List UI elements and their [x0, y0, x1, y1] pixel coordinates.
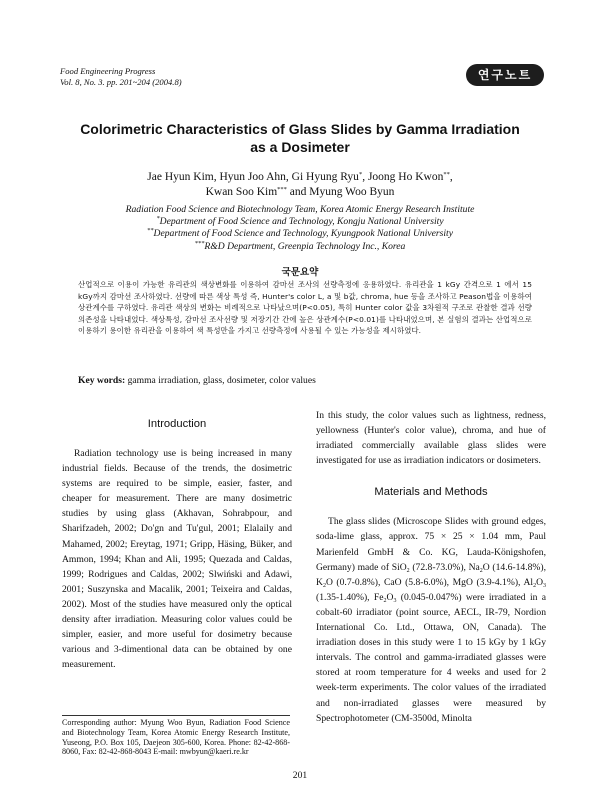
keywords-label: Key words:	[78, 375, 126, 386]
methods-text: (1.35-1.40%), Fe	[316, 591, 384, 603]
methods-text: O	[536, 576, 543, 588]
paper-title: Colorimetric Characteristics of Glass Slides by Gamma Irradiation as a Dosimeter	[80, 121, 520, 155]
author-text: Jae Hyun Kim, Hyun Joo Ahn, Gi Hyung Ryu	[147, 171, 359, 183]
journal-name: Food Engineering Progress	[60, 66, 156, 76]
methods-text: (72.8-73.0%), Na	[409, 561, 480, 573]
author-mark: ***	[277, 186, 287, 193]
author-text: ,	[449, 171, 453, 183]
introduction-paragraph: Radiation technology use is being increased in many industrial fields. Because of the trends, the dosimetric systems are required to be simple, easier, faster, and cheaper for measurement. There are many dosimetric studies by using glass (Akhavan, Sohrabpour, and Sharifzadeh, 2002; Do'gn and Tu'gul, 2001; Elalaily and Mahamed, 2002; Ereytag, 1971; Gripp, Häsing, Büker, and Ammon, 1994; Khan and Ali, 1995; Quezada and Caldas, 1999; Rodrigues and Caldas, 2002; Slwiński and Adawi, 2001; Suszynska and Macalik, 2001; Teixeira and Caldas, 2002). Most of the studies have measured only the optical density after irradiation. Measuring color values could be simpler, easier, and more useful for dosimetry because various and 3-dimentional data can be obtained by one measurement.	[62, 448, 292, 671]
korean-abstract: 산업적으로 이용이 가능한 유리관의 색상변화를 이용하여 감마선 조사의 선량측정에 응용하였다. 유리관을 1 kGy 간격으로 1 에서 15 kGy까지 감마선 조사하였다. 선량에 따른 색상 특성 즉, Hunter's color L, a 및 b값, chroma, hue 등을 조사하고 Peason법을 이용하여 상관계수를 구하였다. 유리관 색상의 변화는 비례적으로 나타났으며(P<0.05), 특히 Hunter color 값을 3차원적 구조로 관찰한 결과 선량의존성을 나타내었다. 색상특성, 감마선 조사선량 및 저장기간 간에 높은 상관계수(P<0.01)를 나타내었으며, 본 실험의 결과는 산업적으로 이용하기 용이한 유리관을 이용하여 색 특성만을 가지고 선량측정에 사용될 수 있는 가능성을 제시하였다.	[78, 280, 532, 336]
subscript: 2	[479, 567, 483, 574]
methods-text: O (14.6-14.8%), K	[316, 561, 546, 588]
affiliation-mark: *	[156, 215, 160, 223]
affiliation-mark: ***	[194, 239, 205, 247]
author-text: Kwan Soo Kim	[205, 186, 278, 198]
affiliation-mark: **	[147, 227, 154, 235]
affiliation-line	[80, 241, 520, 253]
methods-heading: Materials and Methods	[374, 486, 488, 499]
journal-header	[60, 66, 182, 88]
affiliation-line	[80, 216, 520, 228]
subscript: 2	[406, 567, 410, 574]
page-number: 201	[292, 770, 308, 781]
affiliation-text: Department of Food Science and Technology, Kongju National University	[159, 216, 444, 228]
journal-volume: Vol. 8, No. 3. pp. 201~204 (2004.8)	[60, 77, 182, 87]
subscript: 3	[543, 582, 546, 589]
correspondence-note: Corresponding author: Myung Woo Byun, Radiation Food Science and Biotechnology Team, Korea Atomic Energy Research Institute, Yuseong, P.O. Box 105, Daejeon 305-600, Korea. Phone: 82-42-868-8060, Fax: 82-42-868-8043 E-mail: mwbyun@kaeri.re.kr	[62, 718, 290, 757]
methods-paragraph	[316, 514, 546, 725]
author-mark: **	[443, 171, 450, 178]
footnote-divider	[62, 715, 290, 716]
author-mark: *	[358, 171, 363, 178]
right-column	[316, 412, 546, 726]
korean-abstract-heading: 국문요약	[281, 267, 319, 278]
keywords	[78, 375, 532, 386]
author-list	[90, 170, 510, 200]
affiliation-list	[80, 204, 520, 253]
methods-text: (0.045-0.047%) were irradiated in a cobalt-60 irradiator (point source, AECL, IR-79, Nordion International Co. Ltd., Ottawa, ON, Canada). The irradiation doses in this study were 1 to 15 kGy by 1 kGy intervals. The control and gamma-irradiated glasses were stored at room temperature for 4 weeks and used for 2 week-term experiments. The color values of the irradiated and non-irradiated glasses were measured by Spectrophotometer (CM-3500d, Minolta	[316, 591, 547, 724]
introduction-paragraph: In this study, the color values such as lightness, redness, yellowness (Hunter's color value), chroma, and hue of irradiated commercially available glass slides were investigated for use as irradiation indicators or dosimeters.	[316, 410, 546, 467]
research-note-badge: 연구노트	[466, 64, 544, 86]
subscript: 2	[533, 582, 537, 589]
affiliation-text: R&D Department, Greenpia Technology Inc., Korea	[204, 240, 406, 252]
subscript: 3	[393, 597, 397, 604]
keywords-text: gamma irradiation, glass, dosimeter, color values	[125, 375, 316, 386]
affiliation-line	[80, 204, 520, 216]
subscript: 2	[322, 582, 326, 589]
affiliation-text: Radiation Food Science and Biotechnology Team, Korea Atomic Energy Research Institute	[125, 204, 475, 215]
left-column	[62, 412, 292, 672]
methods-text: O	[386, 591, 394, 603]
methods-text: The glass slides (Microscope Slides with ground edges, soda-lime glass, approx. 75 × 25 × 1.04 mm, Paul Marienfeld GmbH & Co. KG, Lauda-Königshofen, Germany) made of SiO	[316, 516, 546, 573]
author-text: , Joong Ho Kwon	[362, 171, 444, 183]
subscript: 2	[383, 597, 387, 604]
affiliation-text: Department of Food Science and Technology, Kyungpook National University	[153, 228, 453, 240]
author-text: and Myung Woo Byun	[286, 186, 395, 198]
introduction-heading: Introduction	[147, 418, 207, 430]
affiliation-line	[80, 228, 520, 240]
methods-text: O (0.7-0.8%), CaO (5.8-6.0%), MgO (3.9-4.1%), Al	[325, 576, 534, 588]
